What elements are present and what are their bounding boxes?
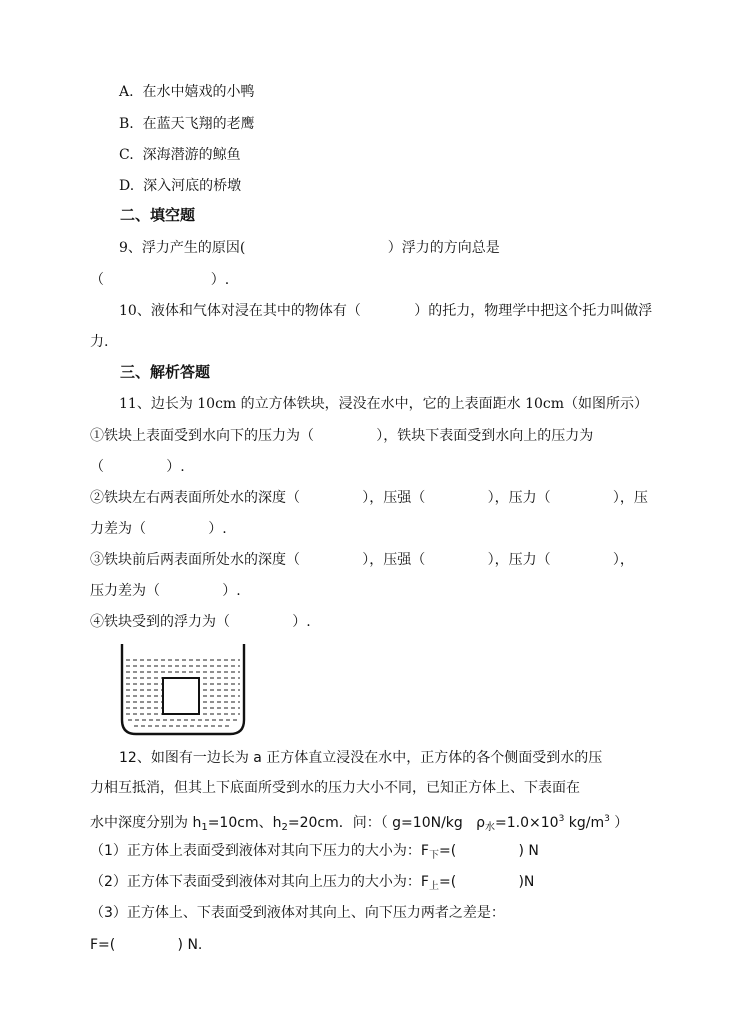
question-11-part-1-line-1: ①铁块上表面受到水向下的压力为（ ），铁块下表面受到水向上的压力为 [90, 428, 594, 444]
option-c: C. 深海潜游的鲸鱼 [119, 147, 241, 163]
question-12-part-1: （1）正方体上表面受到液体对其向下压力的大小为：$F_下=$( ) N [90, 843, 539, 861]
question-11-part-2-line-2: 力差为（ ）. [90, 521, 227, 537]
question-11-part-3-line-1: ③铁块前后两表面所处水的深度（ ），压强（ ），压力（ ）， [90, 552, 634, 568]
iron-block [163, 678, 199, 714]
option-d: D. 深入河底的桥墩 [119, 178, 242, 194]
question-11-part-4: ④铁块受到的浮力为（ ）. [90, 614, 311, 630]
question-12-part-3-answer: F=( ) N. [90, 937, 203, 953]
question-12-line-1: 12、如图有一边长为 a 正方体直立浸没在水中，正方体的各个侧面受到水的压 [119, 750, 603, 766]
question-12-part-3: （3）正方体上、下表面受到液体对其向上、向下压力两者之差是： [90, 905, 505, 921]
question-10-line-1: 10、液体和气体对浸在其中的物体有（ ）的托力，物理学中把这个托力叫做浮 [119, 303, 653, 319]
question-10-line-2: 力. [90, 334, 109, 350]
question-12-line-3: 水中深度分别为 $h_1=10cm$、$h_2=20cm$．问：（ g=10N/kg $\rho_水=1.0\times 10^3$ $kg/m^3$ ） [90, 814, 629, 833]
question-11-part-3-line-2: 压力差为（ ）. [90, 583, 241, 599]
container-with-submerged-block-figure [120, 644, 248, 736]
question-11-intro: 11、边长为 10cm 的立方体铁块，浸没在水中，它的上表面距水 10cm（如图所示） [119, 396, 649, 412]
option-a: A. 在水中嬉戏的小鸭 [119, 84, 255, 100]
question-11-part-2-line-1: ②铁块左右两表面所处水的深度（ ），压强（ ），压力（ ），压 [90, 490, 648, 506]
question-9-line-1: 9、浮力产生的原因( ）浮力的方向总是 [119, 240, 500, 256]
question-9-line-2: （ ）. [90, 272, 230, 288]
section-3-title: 三、解析答题 [120, 363, 211, 381]
question-12-line-2: 力相互抵消，但其上下底面所受到水的压力大小不同，已知正方体上、下表面在 [90, 780, 580, 796]
question-11-part-1-line-2: （ ）. [90, 459, 185, 475]
question-12-part-2: （2）正方体下表面受到液体对其向上压力的大小为：$F_上=$( )N [90, 874, 535, 892]
option-b: B. 在蓝天飞翔的老鹰 [119, 116, 255, 132]
section-2-title: 二、填空题 [120, 206, 196, 224]
